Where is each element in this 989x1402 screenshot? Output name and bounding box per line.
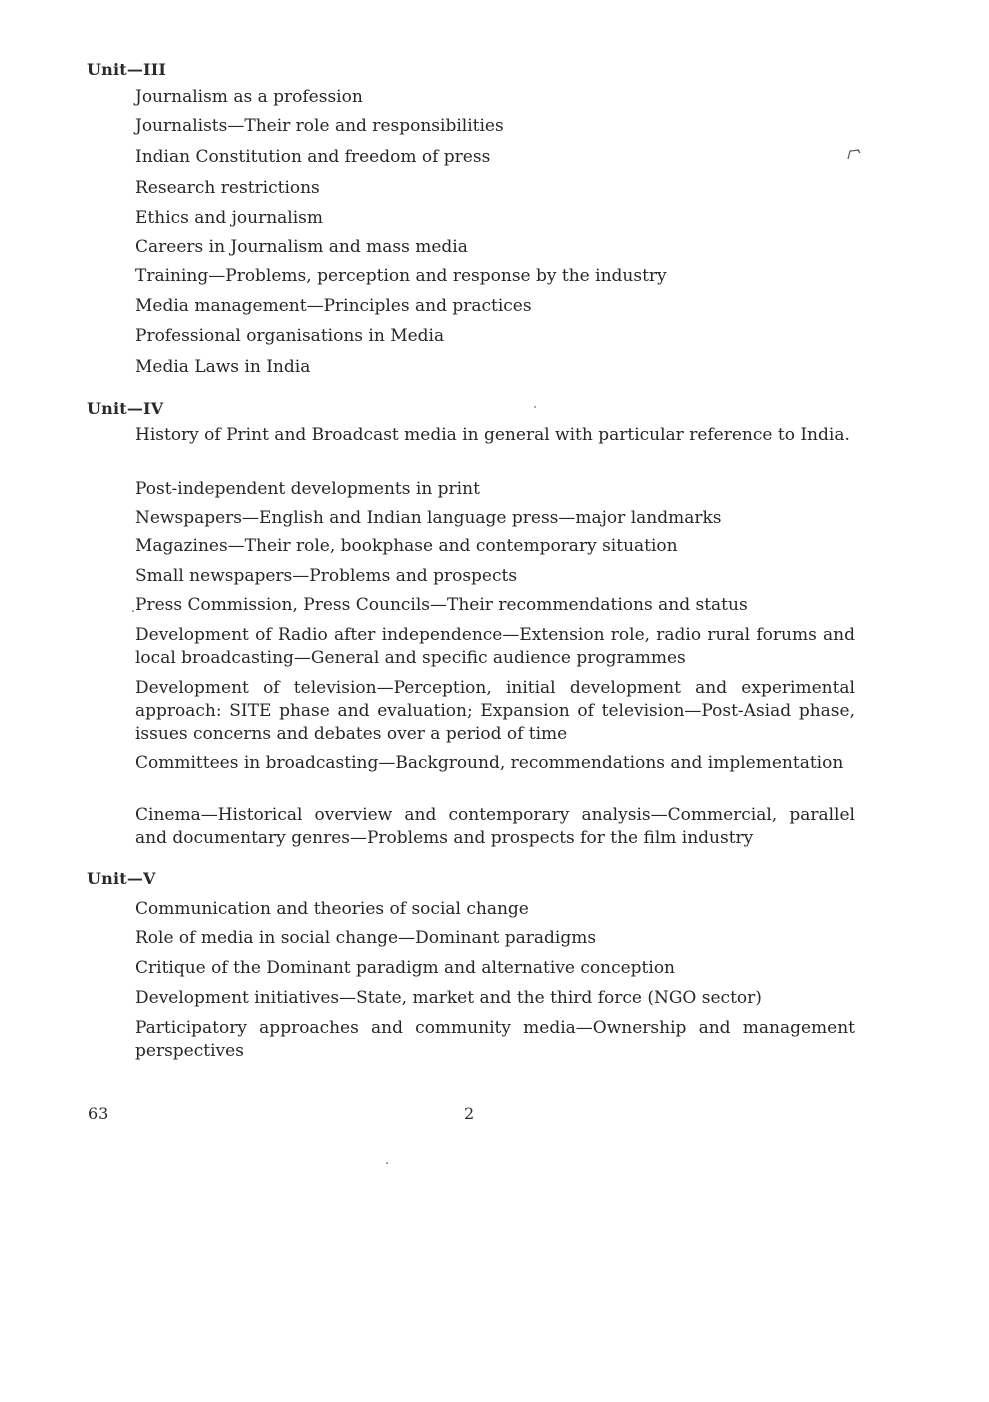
unit-iii-item: Careers in Journalism and mass media — [135, 237, 468, 257]
unit-iv-item: Newspapers—English and Indian language press—major landmarks — [135, 508, 722, 528]
unit-iii-item: Journalists—Their role and responsibilities — [135, 116, 504, 136]
unit-iii-item: Media management—Principles and practices — [135, 296, 532, 316]
unit-v-heading: Unit—V — [87, 869, 156, 888]
scan-speck — [132, 610, 134, 612]
unit-v-item: Communication and theories of social change — [135, 899, 529, 919]
unit-v-item: Participatory approaches and community media—Ownership and management perspectives — [135, 1018, 855, 1061]
unit-iv-item: Post-independent developments in print — [135, 479, 480, 499]
unit-iii-item: Journalism as a profession — [135, 87, 363, 107]
unit-v-item: Critique of the Dominant paradigm and alternative conception — [135, 958, 676, 978]
unit-iv-item: Cinema—Historical overview and contemporary analysis—Commercial, parallel and documentary genres—Problems and prospects for the film industry — [135, 805, 855, 848]
unit-iii-item: Ethics and journalism — [135, 208, 324, 228]
page-number: 2 — [464, 1104, 475, 1123]
scan-speck — [386, 1162, 388, 1164]
unit-iii-item: Indian Constitution and freedom of press — [135, 147, 491, 167]
unit-v-item: Role of media in social change—Dominant paradigms — [135, 928, 597, 948]
unit-iv-item: Small newspapers—Problems and prospects — [135, 566, 518, 586]
scan-speck — [534, 406, 536, 408]
unit-iii-item: Professional organisations in Media — [135, 326, 445, 346]
unit-iii-item: Media Laws in India — [135, 357, 311, 377]
scan-mark-icon — [846, 148, 862, 160]
unit-iv-item: Committees in broadcasting—Background, recommendations and implementation — [135, 753, 844, 773]
unit-iv-item: Magazines—Their role, bookphase and contemporary situation — [135, 536, 678, 556]
unit-iv-item: Development of Radio after independence—Extension role, radio rural forums and local broadcasting—General and specific audience programmes — [135, 625, 855, 668]
unit-iv-item: History of Print and Broadcast media in general with particular reference to India. — [135, 425, 850, 445]
unit-iii-item: Training—Problems, perception and response by the industry — [135, 266, 667, 286]
unit-iv-heading: Unit—IV — [87, 399, 164, 418]
footer-left-number: 63 — [88, 1104, 109, 1123]
unit-iii-heading: Unit—III — [87, 60, 167, 79]
unit-iv-item: Press Commission, Press Councils—Their recommendations and status — [135, 595, 748, 615]
unit-iv-item: Development of television—Perception, initial development and experimental approach: SITE phase and evaluation; Expansion of television—Post-Asiad phase, issues concerns and debates over a period of time — [135, 678, 855, 744]
unit-v-item: Development initiatives—State, market and the third force (NGO sector) — [135, 988, 762, 1008]
unit-iii-item: Research restrictions — [135, 178, 320, 198]
